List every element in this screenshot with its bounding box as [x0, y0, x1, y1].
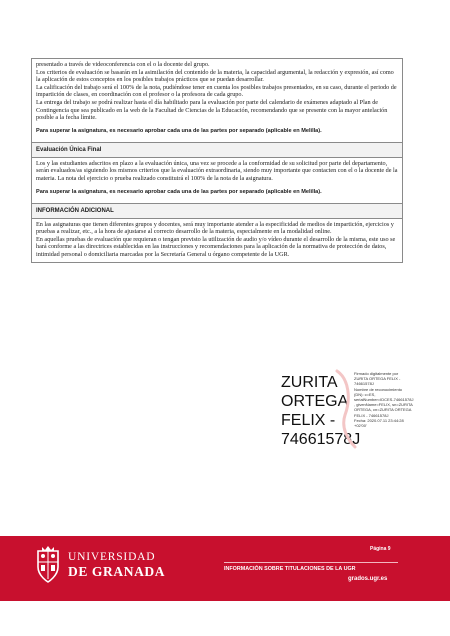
university-name-line2: DE GRANADA [68, 564, 166, 579]
single-final-evaluation-section [32, 158, 402, 204]
signature-detail-line: (DN): c=ES, [354, 391, 376, 397]
paragraph: Los criterios de evaluación se basarán en la asimilación del contenido de la materia, la capacidad argumental, la redacción y expresión, así como la aplicación de estos conceptos en los posibles trabajos prácticos que se puedan desarrollar. [36, 68, 394, 84]
digital-signature-details [354, 371, 414, 429]
degrees-info-title: INFORMACIÓN SOBRE TITULACIONES DE LA UGR [224, 566, 356, 572]
paragraph: En las asignaturas que tienen diferentes grupos y docentes, será muy importante atender a la especificidad de medios de impartición, ejercicios y pruebas a realizar, etc., a la hora de ajustarse al correcto desarrollo de la materia, especialmente en la modalidad online. [36, 220, 394, 236]
paragraph: La calificación del trabajo será el 100% de la nota, pudiéndose tener en cuenta los posibles trabajos presentados, en su caso, durante el periodo de impartición de clases, en coordinación con el profesor o la profesora de cada grupo. [36, 83, 397, 99]
page-number: Página 9 [370, 546, 391, 552]
footer-divider [224, 562, 398, 563]
signature-detail-line: , givenName=FELIX, sn=ZURITA [354, 402, 413, 408]
evaluation-criteria-section [32, 59, 402, 143]
signature-detail-line: 74661578J [354, 381, 374, 387]
additional-info-section [32, 219, 402, 262]
paragraph: Los y las estudiantes adscritos en plazo a la evaluación única, una vez se procede a la conformidad de su solicitud por parte del departamento, serán evaluados/as siguiendo los mismos criterios que la evaluación extraordinaria, siendo muy importante que contacten con el o la docente de la materia. La nota del ejercicio o prueba realizado constituirá el 100% de la nota de la asignatura. [36, 159, 398, 182]
signature-name-line: 74661578J [281, 431, 361, 448]
single-final-evaluation-heading: Evaluación Única Final [32, 143, 402, 158]
ugr-footer-banner [0, 536, 450, 601]
signature-detail-line: Firmado digitalmente por [354, 371, 399, 376]
pass-requirement-note: Para superar la asignatura, es necesario aprobar cada una de las partes por separado (aplicable en Melilla). [36, 127, 322, 134]
signature-detail-line: serialNumber=IDCES-74661578J [354, 397, 414, 403]
signature-name-line: ZURITA [281, 374, 338, 391]
signature-detail-line: Fecha: 2020.07.11 23:44:28 [354, 417, 404, 423]
paragraph: La entrega del trabajo se podrá realizar hasta el día habilitado para la evaluación por parte del calendario de exámenes adaptado al Plan de Contingencia que sea publicado en la web de la Facultad de Ciencias de la Educación, recomendando que se presente con la mayor antelación posible a la fecha límite. [36, 98, 388, 122]
signature-detail-line: ORTEGA, cn=ZURITA ORTEGA [354, 407, 412, 413]
university-name-line1: UNIVERSIDAD [68, 551, 156, 563]
additional-info-heading: INFORMACIÓN ADICIONAL [32, 204, 402, 219]
university-name [68, 551, 165, 579]
university-crest-icon [34, 545, 62, 585]
signature-detail-line: +02'00' [354, 423, 367, 429]
signature-detail-line: FELIX - 74661578J [354, 412, 389, 418]
signature-detail-line: Nombre de reconocimiento [354, 386, 403, 392]
guide-content-frame [31, 58, 403, 263]
signature-name-line: ORTEGA [281, 393, 349, 410]
paragraph: presentado a través de videoconferencia con el o la docente del grupo. [36, 61, 210, 68]
paragraph: En aquellas pruebas de evaluación que requieran o tengan previsto la utilización de audio y/o vídeo durante el desarrollo de la misma, este uso se hará conforme a las directrices establecidas en las instrucciones y recomendaciones para la aplicación de la normativa de protección de datos, intimidad personal o domiciliaria marcadas por la Secretaría General u órgano competente de la UGR. [36, 235, 396, 258]
pass-requirement-note: Para superar la asignatura, es necesario aprobar cada una de las partes por separado (aplicable en Melilla). [36, 188, 322, 195]
signature-detail-line: ZURITA ORTEGA FELIX - [354, 376, 401, 382]
signature-name-line: FELIX - [281, 412, 336, 429]
website-link[interactable]: grados.ugr.es [348, 576, 388, 582]
